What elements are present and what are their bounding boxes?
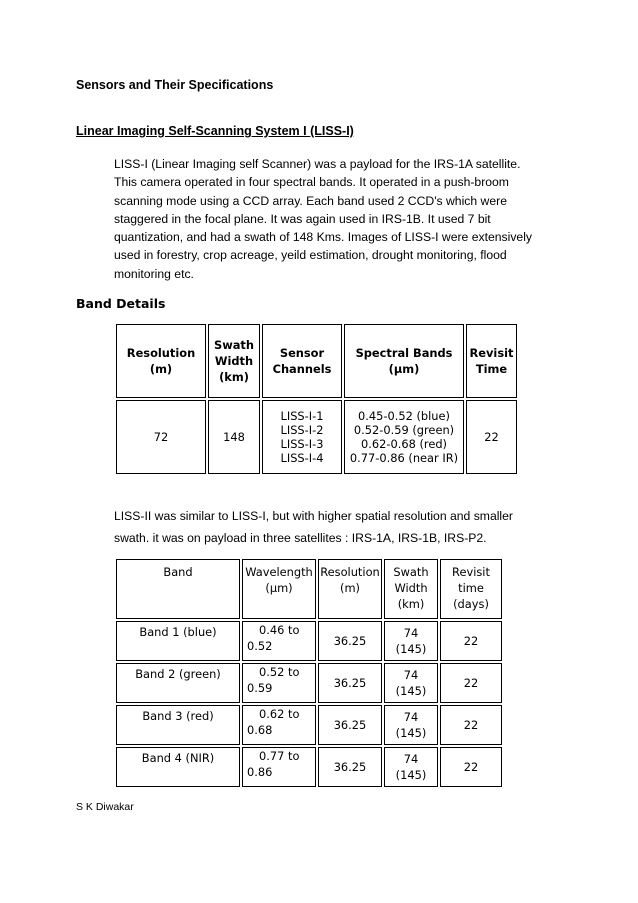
wavelength-text: 0.46 to xyxy=(259,623,300,637)
cell-bands xyxy=(344,400,464,474)
header-band: Band xyxy=(116,559,240,619)
header-text: (m) xyxy=(340,581,360,595)
cell-swath xyxy=(384,705,438,745)
footer-author: S K Diwakar xyxy=(76,801,134,813)
table-row xyxy=(116,621,502,661)
header-text: (days) xyxy=(453,597,489,611)
swath-text: (145) xyxy=(395,684,427,698)
cell-band: Band 2 (green) xyxy=(116,663,240,703)
swath-text: 74 xyxy=(403,668,419,682)
header-text: (km) xyxy=(219,370,249,384)
section-title: Linear Imaging Self-Scanning System I (LISS-I) xyxy=(76,124,354,138)
header-text: (m) xyxy=(149,362,173,376)
liss1-line: quantization, and had a swath of 148 Kms. Images of LISS-I were extensively xyxy=(114,230,532,245)
header-text: (μm) xyxy=(265,581,293,595)
band-text: 0.77-0.86 (near IR) xyxy=(349,451,459,465)
header-revisit xyxy=(466,324,517,398)
header-text: time xyxy=(458,581,484,595)
header-sensor xyxy=(262,324,342,398)
wavelength-text: 0.77 to xyxy=(259,749,300,763)
header-text: Resolution xyxy=(126,346,196,360)
table-row xyxy=(116,705,502,745)
header-text: Spectral Bands xyxy=(355,346,453,360)
header-resolution xyxy=(116,324,206,398)
cell-resolution: 36.25 xyxy=(318,747,382,787)
header-text: Time xyxy=(475,362,508,376)
liss1-line: This camera operated in four spectral bands. It operated in a push-broom xyxy=(114,175,509,190)
cell-channels xyxy=(262,400,342,474)
liss1-line: used in forestry, crop acreage, yeild estimation, drought monitoring, flood xyxy=(114,248,507,263)
header-text: (μm) xyxy=(388,362,420,376)
cell-revisit: 22 xyxy=(440,621,502,661)
cell-wavelength xyxy=(242,663,316,703)
cell-resolution: 36.25 xyxy=(318,705,382,745)
header-text: Swath xyxy=(393,565,429,579)
liss2-line: LISS-II was similar to LISS-I, but with higher spatial resolution and smaller xyxy=(114,509,513,523)
wavelength-text: 0.52 xyxy=(247,639,273,653)
band-text: 0.45-0.52 (blue) xyxy=(358,409,450,423)
cell-revisit: 22 xyxy=(466,400,517,474)
cell-resolution: 36.25 xyxy=(318,621,382,661)
cell-swath: 148 xyxy=(208,400,260,474)
cell-band: Band 4 (NIR) xyxy=(116,747,240,787)
wavelength-text: 0.86 xyxy=(247,765,273,779)
cell-resolution: 72 xyxy=(116,400,206,474)
liss2-paragraph xyxy=(114,505,594,549)
cell-wavelength xyxy=(242,705,316,745)
table-header-row xyxy=(116,324,517,398)
swath-text: 74 xyxy=(403,752,419,766)
cell-swath xyxy=(384,621,438,661)
table-header-row xyxy=(116,559,502,619)
band-details-heading: Band Details xyxy=(76,296,166,311)
table-row xyxy=(116,400,517,474)
liss1-line: scanning mode using a CCD array. Each band used 2 CCD's which were xyxy=(114,193,507,208)
header-text: Revisit xyxy=(469,346,514,360)
swath-text: (145) xyxy=(395,768,427,782)
band-text: 0.62-0.68 (red) xyxy=(360,437,447,451)
liss2-line: swath. it was on payload in three satellites : IRS-1A, IRS-1B, IRS-P2. xyxy=(114,531,487,545)
header-text: Width xyxy=(394,581,428,595)
header-text: Resolution xyxy=(320,565,380,579)
cell-wavelength xyxy=(242,747,316,787)
swath-text: 74 xyxy=(403,710,419,724)
cell-resolution: 36.25 xyxy=(318,663,382,703)
header-text: Wavelength xyxy=(245,565,313,579)
cell-band: Band 3 (red) xyxy=(116,705,240,745)
liss2-table xyxy=(114,557,504,789)
header-swath xyxy=(384,559,438,619)
wavelength-text: 0.59 xyxy=(247,681,273,695)
header-text: Revisit xyxy=(452,565,490,579)
header-swath xyxy=(208,324,260,398)
table-row xyxy=(116,747,502,787)
header-text: Channels xyxy=(272,362,332,376)
header-revisit xyxy=(440,559,502,619)
cell-revisit: 22 xyxy=(440,747,502,787)
liss1-line: LISS-I (Linear Imaging self Scanner) was a payload for the IRS-1A satellite. xyxy=(114,157,521,171)
band-details-table xyxy=(114,322,519,476)
liss1-line: staggered in the focal plane. It was again used in IRS-1B. It used 7 bit xyxy=(114,211,491,226)
cell-swath xyxy=(384,747,438,787)
wavelength-text: 0.52 to xyxy=(259,665,300,679)
header-spectral xyxy=(344,324,464,398)
header-text: Swath xyxy=(214,338,254,352)
cell-swath xyxy=(384,663,438,703)
swath-text: (145) xyxy=(395,726,427,740)
page-title: Sensors and Their Specifications xyxy=(76,78,274,92)
liss1-line: monitoring etc. xyxy=(114,266,194,281)
header-resolution xyxy=(318,559,382,619)
swath-text: (145) xyxy=(395,642,427,656)
channel-text: LISS-I-4 xyxy=(280,451,324,465)
header-text: Sensor xyxy=(279,346,325,360)
band-text: 0.52-0.59 (green) xyxy=(353,423,455,437)
header-text: Width xyxy=(214,354,254,368)
wavelength-text: 0.62 to xyxy=(259,707,300,721)
header-text: (km) xyxy=(397,597,425,611)
channel-text: LISS-I-3 xyxy=(280,437,324,451)
cell-wavelength xyxy=(242,621,316,661)
swath-text: 74 xyxy=(403,626,419,640)
cell-revisit: 22 xyxy=(440,663,502,703)
cell-revisit: 22 xyxy=(440,705,502,745)
channel-text: LISS-I-1 xyxy=(280,409,324,423)
wavelength-text: 0.68 xyxy=(247,723,273,737)
liss1-paragraph xyxy=(114,155,574,283)
header-wavelength xyxy=(242,559,316,619)
channel-text: LISS-I-2 xyxy=(280,423,324,437)
table-row xyxy=(116,663,502,703)
cell-band: Band 1 (blue) xyxy=(116,621,240,661)
